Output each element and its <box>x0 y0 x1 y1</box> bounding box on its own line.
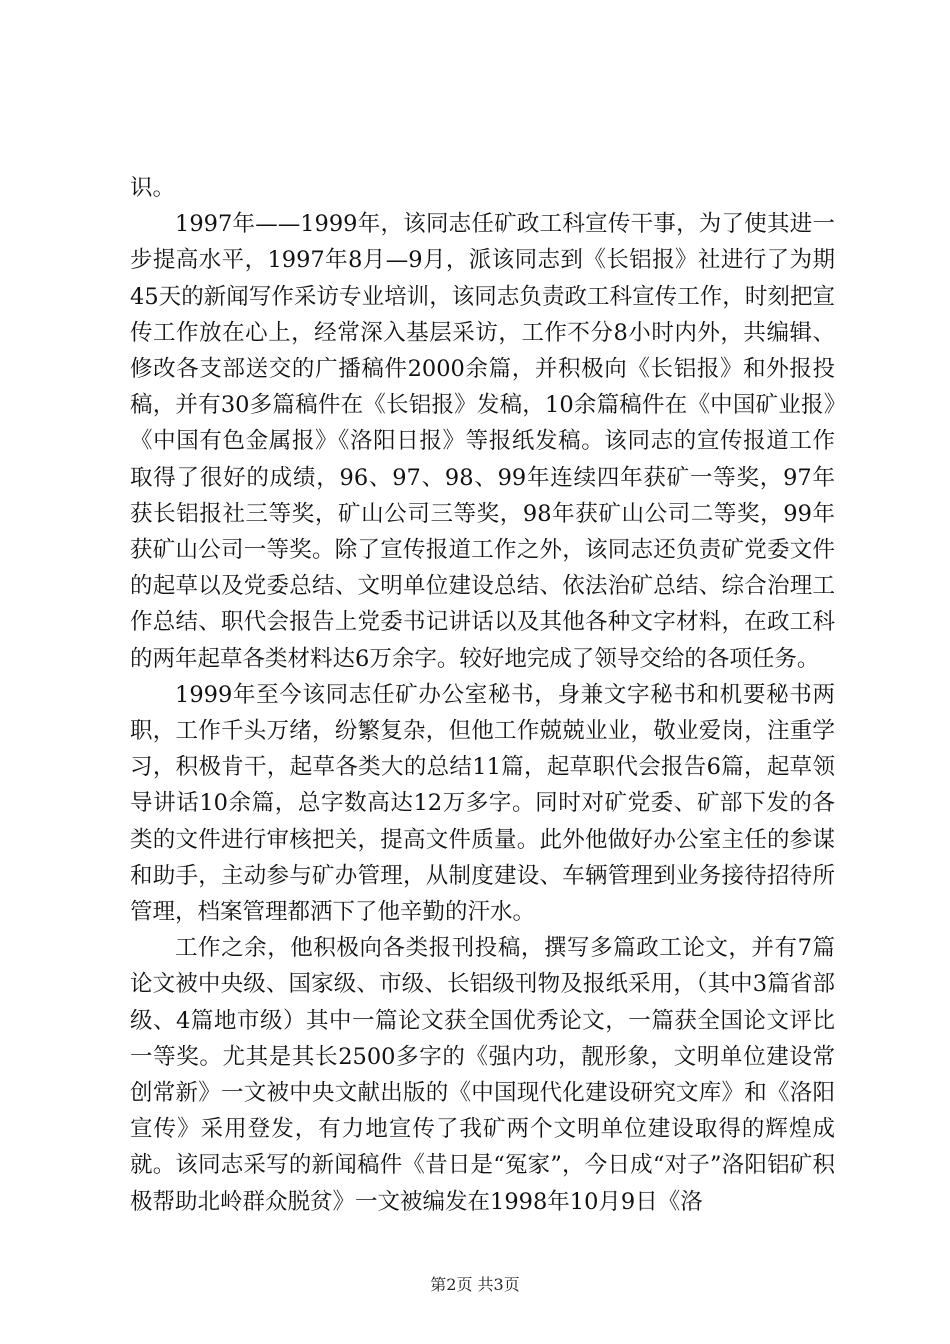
paragraph-publicity-work: 1997年——1999年，该同志任矿政工科宣传干事，为了使其进一步提高水平，1997年8月—9月，派该同志到《长铝报》社进行了为期45天的新闻写作采访专业培训，该同志负责政工科宣传工作，时刻把宣传工作放在心上，经常深入基层采访，工作不分8小时内外，共编辑、修改各支部送交的广播稿件2000余篇，并积极向《长铝报》和外报投稿，并有30多篇稿件在《长铝报》发稿，10余篇稿件在《中国矿业报》《中国有色金属报》《洛阳日报》等报纸发稿。该同志的宣传报道工作取得了很好的成绩，96、97、98、99年连续四年获矿一等奖，97年获长铝报社三等奖，矿山公司三等奖，98年获矿山公司二等奖，99年获矿山公司一等奖。除了宣传报道工作之外，该同志还负责矿党委文件的起草以及党委总结、文明单位建设总结、依法治矿总结、综合治理工作总结、职代会报告上党委书记讲话以及其他各种文字材料，在政工科的两年起草各类材料达6万余字。较好地完成了领导交给的各项任务。 <box>130 211 835 672</box>
paragraph-articles-published: 工作之余，他积极向各类报刊投稿，撰写多篇政工论文，并有7篇论文被中央级、国家级、市级、长铝级刊物及报纸采用，（其中3篇省部级、4篇地市级）其中一篇论文获全国优秀论文，一篇获全国论文评比一等奖。尤其是其长2500多字的《强内功，靓形象，文明单位建设常创常新》一文被中央文献出版的《中国现代化建设研究文库》和《洛阳宣传》采用登发，有力地宣传了我矿两个文明单位建设取得的辉煌成就。该同志采写的新闻稿件《昔日是“冤家”，今日成“对子”洛阳铝矿积极帮助北岭群众脱贫》一文被编发在1998年10月9日《洛 <box>130 935 835 1215</box>
paragraph-office-secretary: 1999年至今该同志任矿办公室秘书，身兼文字秘书和机要秘书两职，工作千头万绪，纷繁复杂，但他工作兢兢业业，敬业爱岗，注重学习，积极肯干，起草各类大的总结11篇，起草职代会报告6篇，起草领导讲话10余篇，总字数高达12万多字。同时对矿党委、矿部下发的各类的文件进行审核把关，提高文件质量。此外他做好办公室主任的参谋和助手，主动参与矿办管理，从制度建设、车辆管理到业务接待招待所管理，档案管理都洒下了他辛勤的汗水。 <box>130 681 835 926</box>
paragraph-continuation: 识。 <box>130 175 176 201</box>
body-text <box>130 170 835 1220</box>
page-number-footer: 第2页 共3页 <box>430 1275 520 1294</box>
